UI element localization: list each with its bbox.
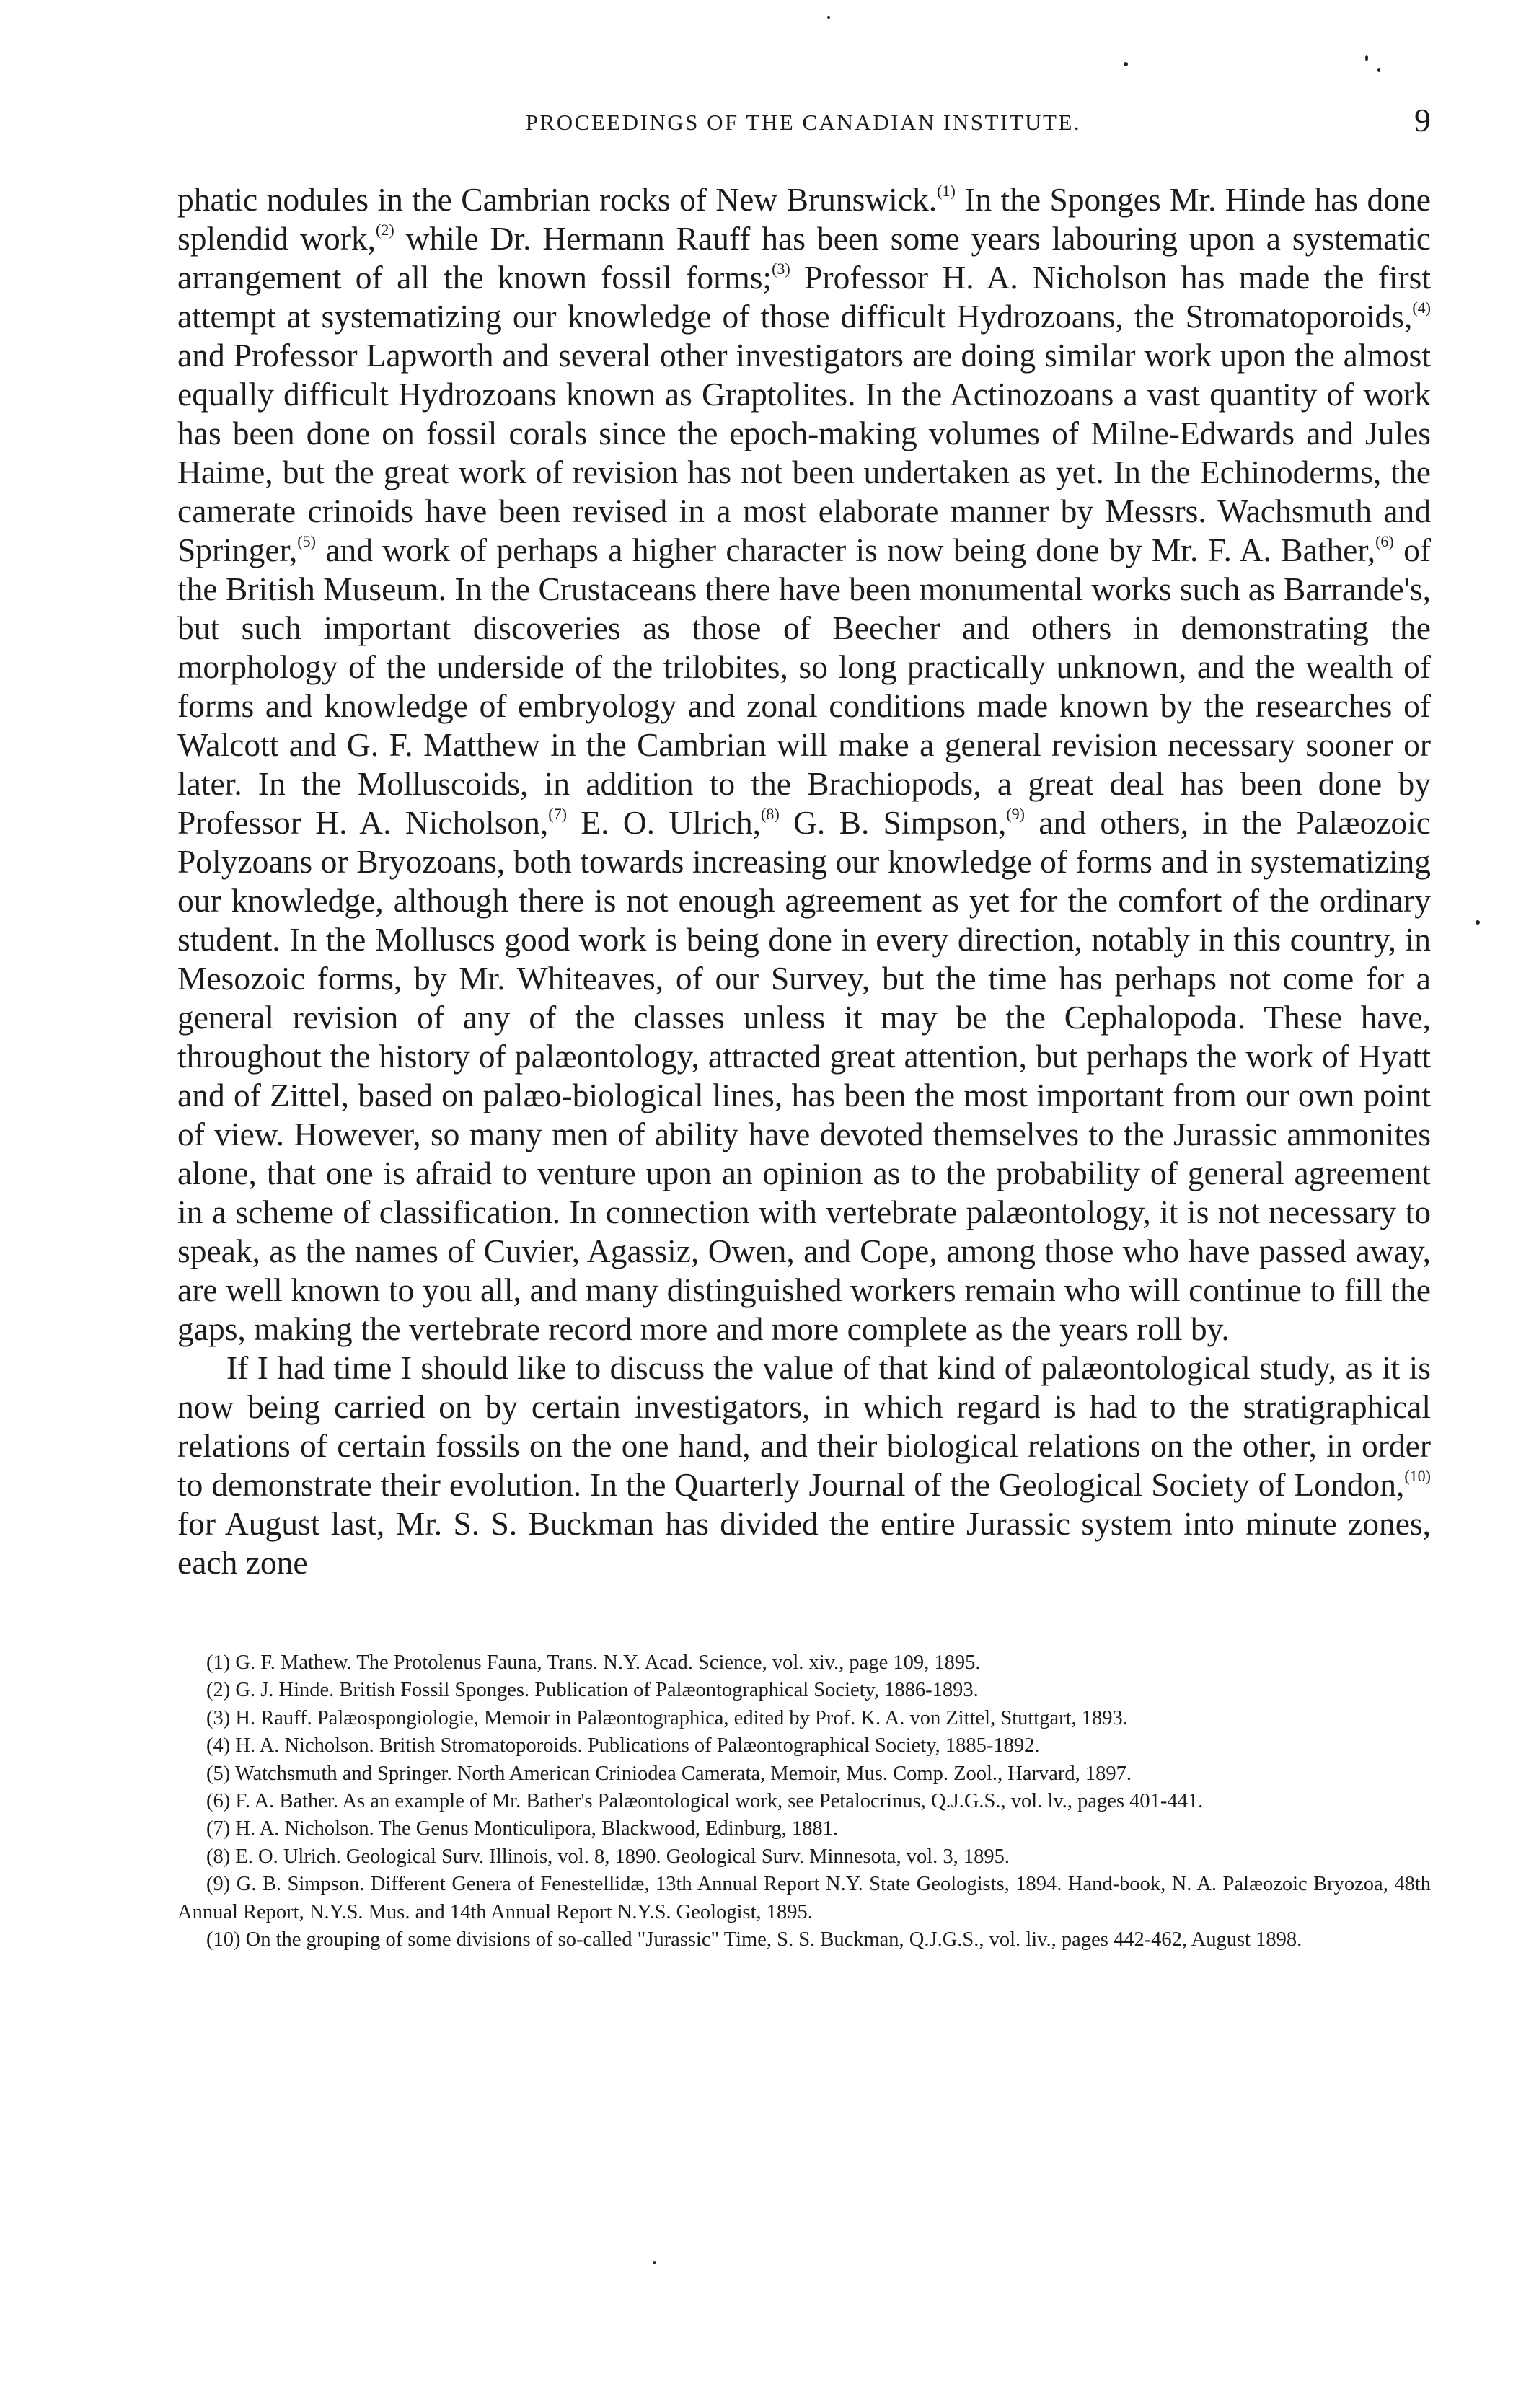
footnote: (6) F. A. Bather. As an example of Mr. Bather's Palæontological work, see Petalocrinus, Q.J.G.S., vol. lv., pages 401-441. <box>206 1790 1204 1813</box>
margin-mark <box>1476 920 1480 925</box>
page-speck <box>1124 62 1128 66</box>
footnote: (4) H. A. Nicholson. British Stromatoporoids. Publications of Palæontographical Society, 1885-1892. <box>206 1734 1040 1758</box>
footnote: (1) G. F. Mathew. The Protolenus Fauna, Trans. N.Y. Acad. Science, vol. xiv., page 109, 1895. <box>206 1651 981 1674</box>
footnote-ref: (2) <box>376 221 394 239</box>
text-run: of the British Museum. In the Crustaceans there have been monumental works such as Barrande's, but such important discoveries as those of Beecher and others in demonstrating the morphology of the underside of the trilobites, so long practically unknown, and the wealth of forms and knowledge of embryology and zonal conditions made known by the researches of Walcott and G. F. Matthew in the Cambrian will make a general revision necessary sooner or later. In the Molluscoids, in addition to the Brachiopods, a great deal has been done by Professor H. A. Nicholson, <box>177 532 1432 841</box>
footnote-ref: (6) <box>1375 532 1394 550</box>
footnote: (7) H. A. Nicholson. The Genus Monticulipora, Blackwood, Edinburg, 1881. <box>206 1817 839 1840</box>
page-speck <box>1377 68 1380 72</box>
page-speck <box>827 16 830 19</box>
running-head: PROCEEDINGS OF THE CANADIAN INSTITUTE. <box>525 110 1082 135</box>
footnote-ref: (10) <box>1404 1467 1431 1485</box>
footnote-ref: (8) <box>761 805 780 823</box>
text-run: and work of perhaps a higher character is now being done by Mr. F. A. Bather, <box>315 532 1376 568</box>
text-run: G. B. Simpson, <box>779 804 1007 841</box>
footnote-ref: (9) <box>1006 805 1025 823</box>
footnote: (2) G. J. Hinde. British Fossil Sponges. Publication of Palæontographical Society, 1886-1893. <box>206 1679 979 1702</box>
footnote: (8) E. O. Ulrich. Geological Surv. Illinois, vol. 8, 1890. Geological Surv. Minnesota, vol. 3, 1895. <box>206 1845 1010 1868</box>
text-run: for August last, Mr. S. S. Buckman has divided the entire Jurassic system into minute zones, each zone <box>177 1505 1431 1581</box>
page-speck <box>653 2261 656 2264</box>
footnote: (9) G. B. Simpson. Different Genera of Fenestellidæ, 13th Annual Report N.Y. State Geologists, 1894. Hand-book, N. A. Palæozoic Bryozoa, 48th Annual Report, N.Y.S. Mus. and 14th Annual Report N.Y.S. Geologist, 1895. <box>177 1873 1431 1923</box>
text-run: If I had time I should like to discuss the value of that kind of palæontological study, as it is now being carried on by certain investigators, in which regard is had to the stratigraphical relations of certain fossils on the one hand, and their biological relations on the other, in order to demonstrate their evolution. In the Quarterly Journal of the Geological Society of London, <box>177 1349 1431 1503</box>
footnote-ref: (3) <box>772 260 790 278</box>
footnotes <box>177 1649 1431 1954</box>
paragraph <box>177 180 1431 1349</box>
text-run: and Professor Lapworth and several other investigators are doing similar work upon the almost equally difficult Hydrozoans known as Graptolites. In the Actinozoans a vast quantity of work has been done on fossil corals since the epoch-making volumes of Milne-Edwards and Jules Haime, but the great work of revision has not been undertaken as yet. In the Echinoderms, the camerate crinoids have been revised in a most elaborate manner by Messrs. Wachsmuth and Springer, <box>177 337 1431 568</box>
footnote-ref: (1) <box>937 182 956 200</box>
text-run: E. O. Ulrich, <box>566 804 762 841</box>
paragraph <box>177 1349 1431 1582</box>
footnote: (5) Watchsmuth and Springer. North American Criniodea Camerata, Memoir, Mus. Comp. Zool., Harvard, 1897. <box>206 1762 1132 1785</box>
body-text <box>177 180 1431 1582</box>
footnote-ref: (5) <box>297 532 316 550</box>
footnote: (10) On the grouping of some divisions of so-called "Jurassic" Time, S. S. Buckman, Q.J.G.S., vol. liv., pages 442-462, August 1898. <box>206 1928 1302 1951</box>
text-run: and others, in the Palæozoic Polyzoans or Bryozoans, both towards increasing our knowledge of forms and in systematizing our knowledge, although there is not enough agreement as yet for the comfort of the ordinary student. In the Molluscs good work is being done in every direction, notably in this country, in Mesozoic forms, by Mr. Whiteaves, of our Survey, but the time has perhaps not come for a general revision of any of the classes unless it may be the Cephalopoda. These have, throughout the history of palæontology, attracted great attention, but perhaps the work of Hyatt and of Zittel, based on palæo-biological lines, has been the most important from our own point of view. However, so many men of ability have devoted themselves to the Jurassic ammonites alone, that one is afraid to venture upon an opinion as to the probability of general agreement in a scheme of classification. In connection with vertebrate palæontology, it is not necessary to speak, as the names of Cuvier, Agassiz, Owen, and Cope, among those who have passed away, are well known to you all, and many distinguished workers remain who will continue to fill the gaps, making the vertebrate record more and more complete as the years roll by. <box>177 804 1431 1347</box>
footnote-ref: (7) <box>548 805 567 823</box>
page-header <box>176 102 1431 150</box>
footnote-ref: (4) <box>1412 299 1431 317</box>
page-speck <box>1365 55 1368 61</box>
text-run: while Dr. Hermann Rauff has been some years labouring upon a systematic arrangement of all the known fossil forms; <box>177 220 1431 296</box>
footnote: (3) H. Rauff. Palæospongiologie, Memoir in Palæontographica, edited by Prof. K. A. von Zittel, Stuttgart, 1893. <box>206 1706 1128 1729</box>
page-number: 9 <box>1414 102 1431 138</box>
text-run: In the Sponges Mr. Hinde has done splendid work, <box>177 181 1431 257</box>
text-run: Professor H. A. Nicholson has made the first attempt at systematizing our knowledge of those difficult Hydrozoans, the Stromatoporoids, <box>177 259 1431 335</box>
text-run: phatic nodules in the Cambrian rocks of New Brunswick. <box>177 181 938 218</box>
